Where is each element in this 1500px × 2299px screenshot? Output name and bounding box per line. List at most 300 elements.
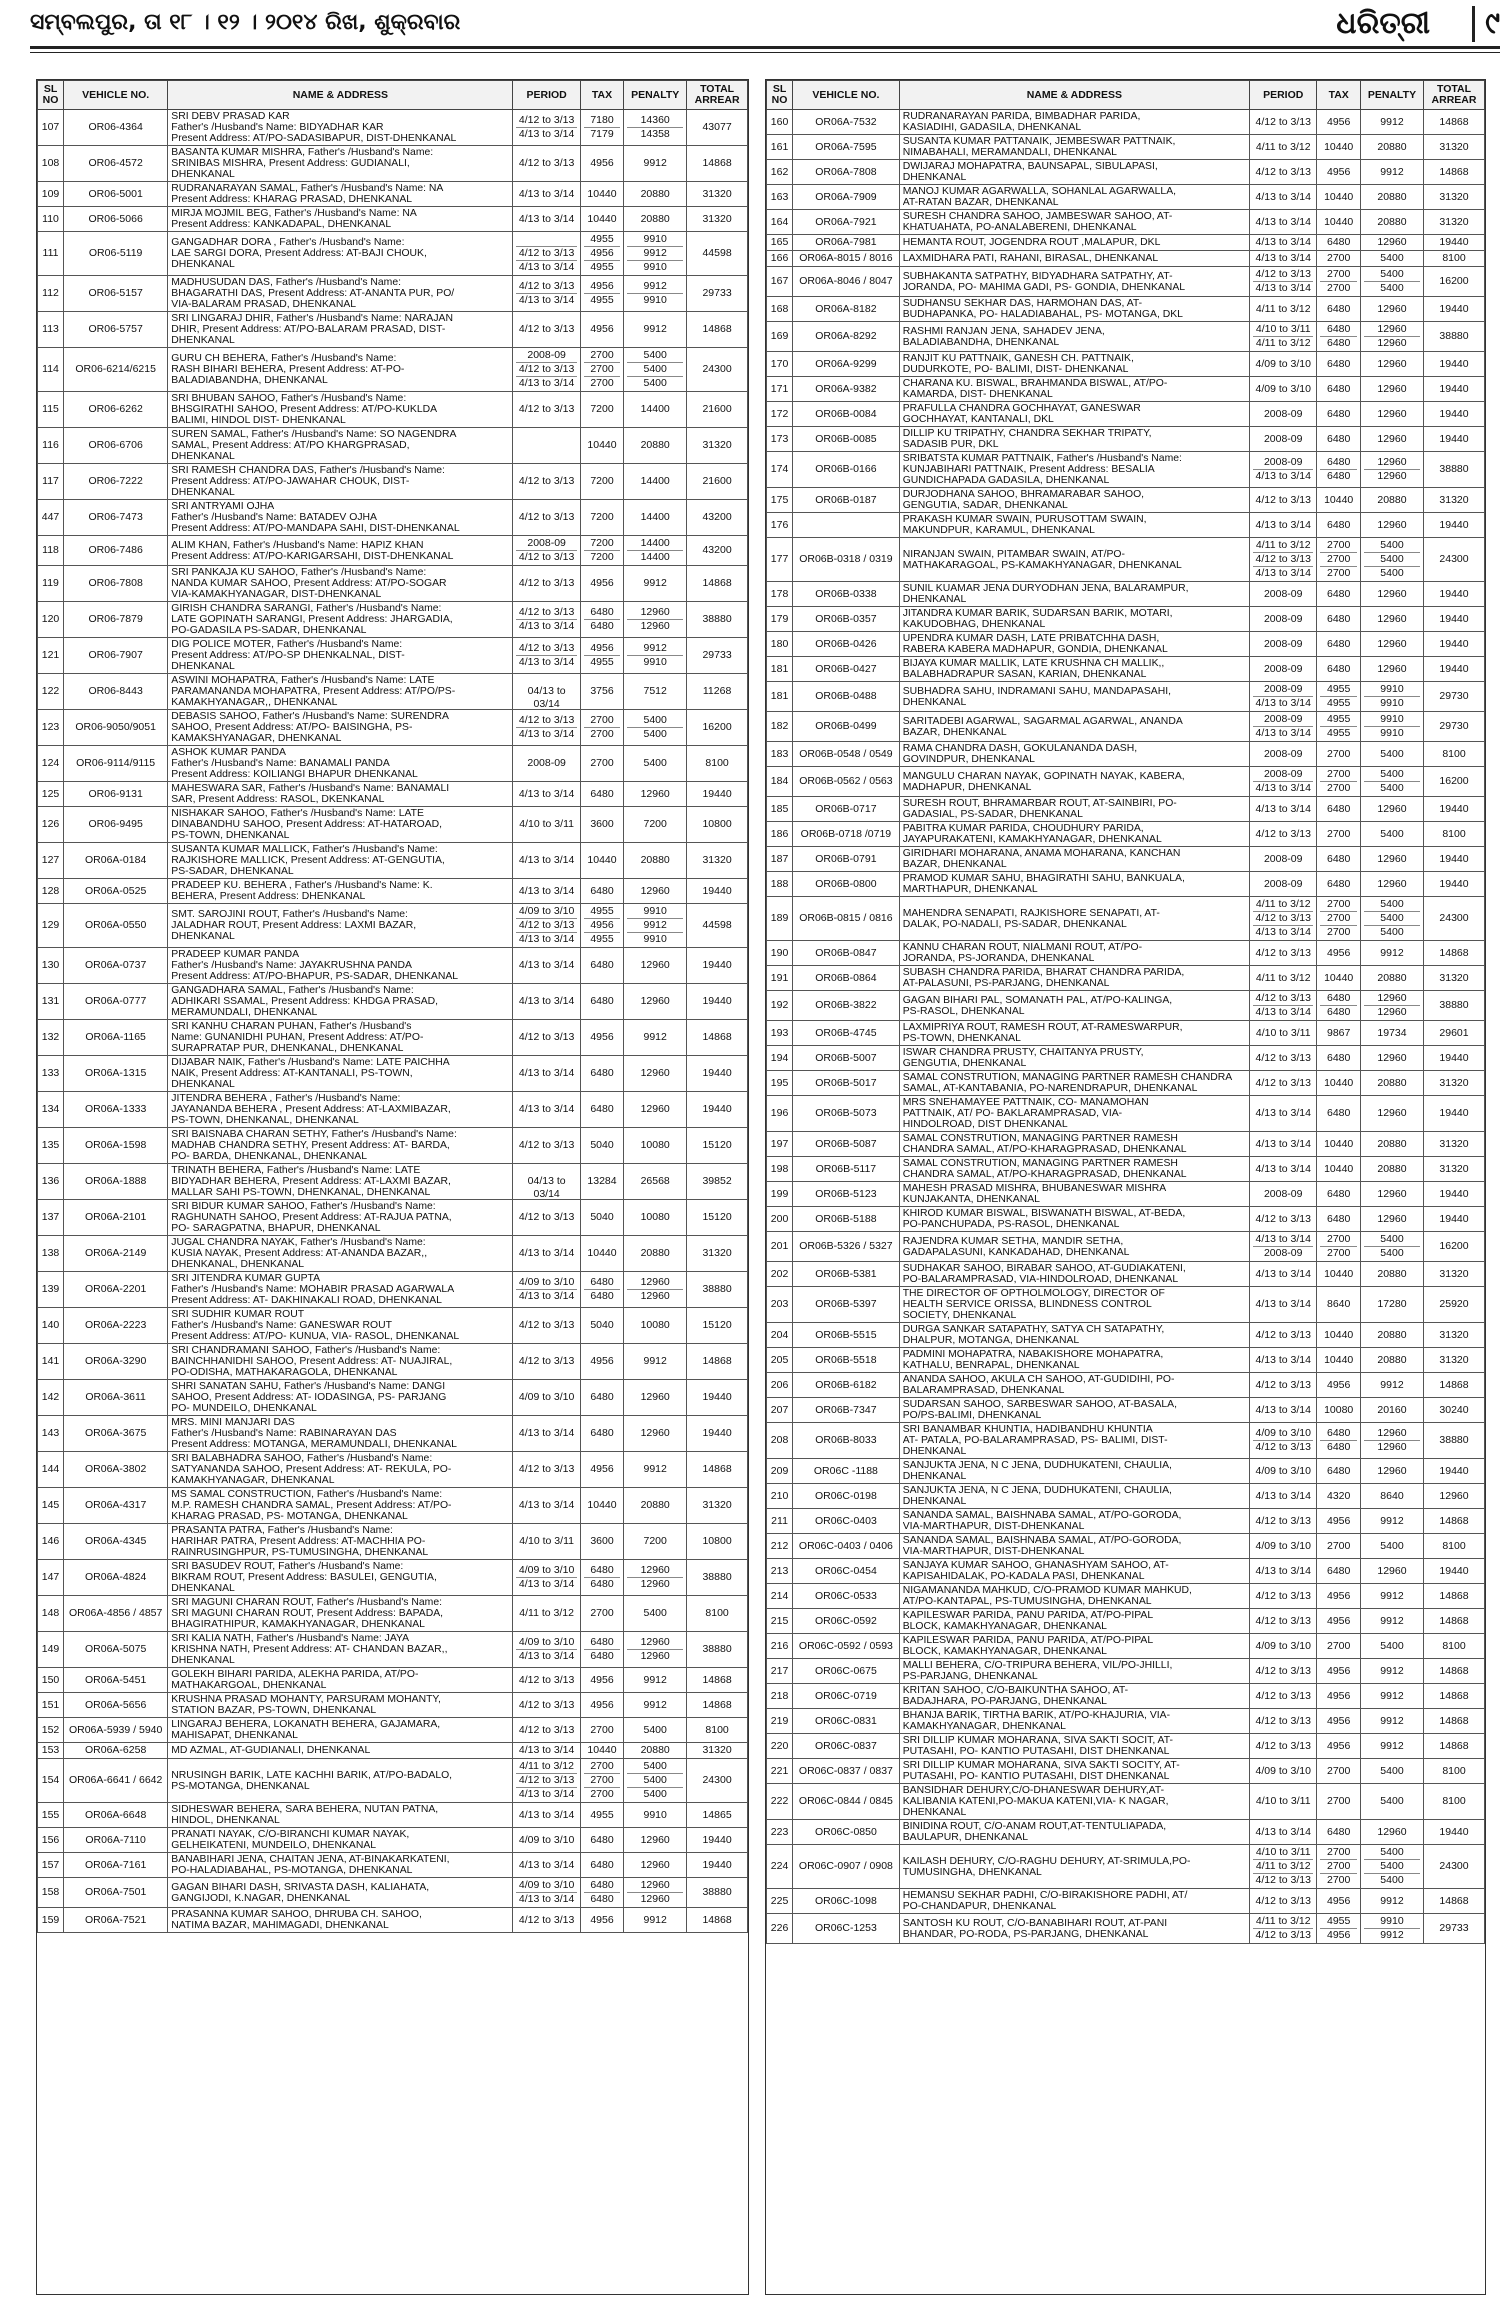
period-cell [513, 1524, 580, 1560]
address-line: GAGAN BIHARI DASH, SRIVASTA DASH, KALIAHATA, [171, 1881, 430, 1893]
penalty-cell-value: 12960 [1364, 323, 1420, 337]
penalty-cell-value: 9912 [643, 1913, 667, 1926]
tax-cell [1317, 1820, 1361, 1845]
penalty-cell [1360, 941, 1423, 966]
period-cell-stack [1253, 358, 1313, 371]
tax-cell-value: 10440 [1324, 215, 1354, 228]
penalty-cell-value: 5400 [627, 1774, 683, 1788]
address-line: RUDRANARAYAN SAMAL, Father's /Husband's Name: NA [171, 183, 444, 194]
period-cell-value: 2008-09 [1263, 1247, 1303, 1259]
period-cell-value: 4/12 to 3/13 [1255, 827, 1311, 840]
period-cell-value: 4/12 to 3/13 [518, 1355, 575, 1367]
tax-cell-value: 10440 [1324, 1076, 1354, 1089]
period-cell-value: 4/13 to 3/14 [1255, 926, 1311, 938]
tax-cell-value: 7200 [590, 551, 614, 563]
address-line: SOCIETY, DHENKANAL [902, 1310, 1017, 1321]
table-row [767, 1784, 1485, 1820]
period-cell [513, 566, 580, 602]
tax-cell-value: 2700 [1327, 1764, 1351, 1777]
address-line: BAULAPUR, DHENKANAL [902, 1832, 1029, 1843]
period-cell-stack [1253, 1540, 1313, 1553]
period-cell-value: 4/11 to 3/12 [1255, 971, 1311, 984]
period-cell [1250, 1157, 1317, 1182]
total-arrear-cell: 19440 [1424, 607, 1485, 632]
table-row [767, 847, 1485, 872]
vehicle-number-cell: OR06A-7161 [64, 1853, 168, 1878]
total-arrear-cell: 19440 [1424, 1459, 1485, 1484]
serial-number-cell: 169 [767, 322, 793, 352]
table-row [38, 843, 748, 879]
address-line: KAMARDA, DIST- DHENKANAL [902, 389, 1053, 400]
period-cell-stack [1253, 116, 1313, 129]
address-line: GAGAN BIHARI PAL, SOMANATH PAL, AT/PO-KALINGA, [902, 994, 1173, 1006]
address-line: MANGULU CHARAN NAYAK, GOPINATH NAYAK, KABERA, [902, 770, 1185, 782]
penalty-cell-value: 12960 [1377, 407, 1407, 420]
period-cell [1250, 1559, 1317, 1584]
address-line: LINGARAJ BEHERA, LOKANATH BEHERA, GAJAMARA, [171, 1719, 441, 1730]
serial-number-cell: 145 [38, 1488, 64, 1524]
penalty-cell-value: 20880 [640, 1499, 670, 1511]
address-line: SANJUKTA JENA, N C JENA, DUDHUKATENI, CHAULIA, [902, 1485, 1172, 1496]
period-cell-stack [1253, 768, 1313, 795]
penalty-cell-value: 9912 [643, 157, 667, 169]
address-line: KAPILESWAR PARIDA, PANU PARIDA, AT/PO-PIPAL [902, 1635, 1154, 1646]
total-arrear-cell: 24300 [1424, 1845, 1485, 1889]
table-row [767, 488, 1485, 513]
address-line: BHANJA BARIK, TIRTHA BARIK, AT/PO-KHAJURIA, VIA- [902, 1710, 1171, 1721]
tax-cell-value: 4956 [1327, 165, 1351, 178]
tax-cell [580, 428, 623, 464]
table-row [767, 872, 1485, 897]
address-line: RASHMI RANJAN JENA, SAHADEV JENA, [902, 325, 1105, 337]
tax-cell-value: 6480 [1327, 1051, 1351, 1064]
address-line: BALABHADRAPUR SASAN, KARIAN, DHENKANAL [902, 669, 1147, 680]
name-address-cell [168, 348, 513, 392]
table-row [767, 897, 1485, 941]
tax-cell-stack [1320, 1826, 1357, 1839]
name-address-cell [168, 566, 513, 602]
period-cell-stack [1253, 141, 1313, 154]
tax-cell-stack [1320, 992, 1357, 1019]
address-line: BASANTA KUMAR MISHRA, Father's /Husband's Name: [171, 147, 434, 158]
address-line: SRI ANTRYAMI OJHA [171, 501, 275, 512]
period-cell [513, 1693, 580, 1718]
period-cell-stack [516, 1276, 576, 1303]
period-cell [513, 392, 580, 428]
penalty-cell-stack [1364, 803, 1420, 816]
period-cell-value: 4/10 to 3/11 [519, 818, 574, 830]
vehicle-number-cell: OR06-5001 [64, 182, 168, 207]
vehicle-number-cell: OR06B-0800 [793, 872, 900, 897]
name-address-cell [899, 427, 1249, 452]
period-cell-stack [1253, 1213, 1313, 1226]
tax-cell-value: 6480 [1327, 357, 1351, 370]
name-address-cell [168, 1236, 513, 1272]
penalty-cell [624, 1759, 687, 1803]
address-line: MATHAKARAGOAL, PS-KAMAKHYANAGAR, DHENKANAL [902, 559, 1182, 571]
table-row [38, 1853, 748, 1878]
tax-cell-stack [584, 1607, 620, 1620]
total-arrear-cell: 16200 [1424, 267, 1485, 297]
address-line: KAMAKSHYANAGAR, DHENKANAL [171, 733, 342, 744]
tax-cell-stack [1320, 613, 1357, 626]
name-address-cell [899, 1889, 1249, 1914]
penalty-cell-stack [627, 1859, 683, 1872]
penalty-cell-stack [627, 757, 683, 770]
penalty-cell [1360, 135, 1423, 160]
penalty-cell-stack [1364, 323, 1420, 350]
address-line: SRI BAISNABA CHARAN SETHY, Father's /Husband's Name: [171, 1129, 457, 1140]
tax-cell-value: 10440 [587, 187, 617, 200]
tax-cell-value: 4320 [1327, 1489, 1351, 1502]
vehicle-number-cell: OR06B-0499 [793, 712, 900, 742]
penalty-cell-value: 19734 [1377, 1026, 1407, 1039]
total-arrear-cell: 19440 [1424, 632, 1485, 657]
penalty-cell [1360, 1071, 1423, 1096]
tax-cell-value: 6480 [1327, 587, 1351, 600]
serial-number-cell: 138 [38, 1236, 64, 1272]
address-line: JORANDA, PS-JORANDA, DHENKANAL [902, 953, 1095, 964]
period-cell-stack [516, 1607, 576, 1620]
tax-cell-value: 6480 [1320, 323, 1357, 337]
serial-number-cell: 125 [38, 782, 64, 807]
name-address-cell [168, 110, 513, 146]
period-cell [1250, 377, 1317, 402]
penalty-cell-stack [1364, 519, 1420, 532]
table-row [767, 1398, 1485, 1423]
penalty-cell-value: 12960 [640, 1103, 670, 1115]
name-address-cell [899, 1684, 1249, 1709]
penalty-cell-stack [627, 511, 683, 524]
period-cell-value: 4/11 to 3/12 [1255, 140, 1311, 153]
tax-cell-value: 2700 [590, 757, 614, 769]
total-arrear-cell: 29733 [687, 638, 748, 674]
vehicle-number-cell: OR06B-0318 / 0319 [793, 538, 900, 582]
tax-cell-stack [584, 714, 620, 741]
table-row [767, 1820, 1485, 1845]
vehicle-number-cell: OR06B-7347 [793, 1398, 900, 1423]
tax-cell-value: 10440 [587, 1247, 617, 1259]
name-address-cell [899, 1423, 1249, 1459]
penalty-cell-stack [1364, 1268, 1420, 1281]
penalty-cell-value: 9910 [1364, 713, 1420, 727]
penalty-cell-stack [1364, 1540, 1420, 1553]
tax-cell [580, 1092, 623, 1128]
penalty-cell-stack [1364, 166, 1420, 179]
table-row [38, 1718, 748, 1743]
period-cell [513, 232, 580, 276]
vehicle-number-cell: OR06C-0403 / 0406 [793, 1534, 900, 1559]
tax-cell-stack [584, 1276, 620, 1303]
period-cell-value: 4/12 to 3/13 [1255, 1929, 1311, 1941]
vehicle-number-cell: OR06B-5017 [793, 1071, 900, 1096]
period-cell-value: 4/11 to 3/12 [516, 1760, 576, 1774]
serial-number-cell: 168 [767, 297, 793, 322]
period-cell [1250, 897, 1317, 941]
address-line: SANANDA SAMAL, BAISHNABA SAMAL, AT/PO-GORODA, [902, 1510, 1182, 1521]
total-arrear-cell: 16200 [687, 710, 748, 746]
address-line: DURGA SANKAR SATAPATHY, SATYA CH SATAPATHY, [902, 1324, 1165, 1335]
serial-number-cell: 195 [767, 1071, 793, 1096]
penalty-cell-value: 5400 [1364, 1233, 1420, 1247]
tax-cell [580, 464, 623, 500]
name-address-cell [899, 1914, 1249, 1944]
penalty-cell-value: 12960 [1377, 1107, 1407, 1119]
name-address-cell [168, 807, 513, 843]
period-cell-stack [1253, 191, 1313, 204]
serial-number-cell: 127 [38, 843, 64, 879]
tax-cell-value: 2700 [1327, 926, 1351, 938]
serial-number-cell: 117 [38, 464, 64, 500]
address-line: HINDOLROAD, DIST DHENKANAL [902, 1119, 1068, 1130]
tax-cell [1317, 897, 1361, 941]
serial-number-cell: 214 [767, 1584, 793, 1609]
period-cell [1250, 607, 1317, 632]
total-arrear-cell: 31320 [687, 428, 748, 464]
total-arrear-cell: 19440 [687, 1092, 748, 1128]
address-line: SARITADEBI AGARWAL, SAGARMAL AGARWAL, ANANDA [902, 715, 1183, 727]
period-cell [513, 1416, 580, 1452]
name-address-cell [899, 352, 1249, 377]
penalty-cell-value: 26568 [640, 1175, 670, 1187]
penalty-cell-value: 5400 [1364, 268, 1420, 282]
name-address-cell [168, 984, 513, 1020]
table-row [38, 782, 748, 807]
serial-number-cell: 191 [767, 966, 793, 991]
serial-number-cell: 113 [38, 312, 64, 348]
table-row [38, 710, 748, 746]
penalty-cell [1360, 1323, 1423, 1348]
total-arrear-cell: 24300 [687, 348, 748, 392]
vehicle-number-cell: OR06C-0907 / 0908 [793, 1845, 900, 1889]
total-arrear-cell: 44598 [687, 904, 748, 948]
address-line: THE DIRECTOR OF OPTHOLMOLOGY, DIRECTOR OF [902, 1288, 1165, 1299]
period-cell [1250, 632, 1317, 657]
tax-cell [580, 1693, 623, 1718]
penalty-cell-value: 12960 [1377, 1564, 1407, 1577]
period-cell-value: 4/09 to 3/10 [518, 1391, 575, 1403]
serial-number-cell: 156 [38, 1828, 64, 1853]
serial-number-cell: 164 [767, 210, 793, 235]
period-cell-stack [516, 157, 576, 170]
tax-cell-value: 2700 [1320, 1233, 1357, 1247]
tax-cell-value: 10080 [1324, 1403, 1354, 1416]
period-cell-value: 4/13 to 3/14 [518, 261, 575, 273]
period-cell-stack [516, 714, 576, 741]
penalty-cell [1360, 872, 1423, 897]
penalty-cell-stack [627, 1139, 683, 1152]
vehicle-number-cell: OR06B-0084 [793, 402, 900, 427]
name-address-cell [168, 312, 513, 348]
tax-cell [580, 782, 623, 807]
name-address-cell [168, 638, 513, 674]
period-cell-value: 4/12 to 3/13 [518, 475, 575, 487]
penalty-cell-stack [627, 854, 683, 867]
tax-cell-value: 7179 [590, 128, 614, 140]
tax-cell-stack [584, 854, 620, 867]
tax-cell-stack [1320, 456, 1357, 483]
address-line: ISWAR CHANDRA PRUSTY, CHAITANYA PRUSTY, [902, 1047, 1144, 1058]
tax-cell-value: 2700 [1320, 268, 1357, 282]
address-line: DHENKANAL [171, 1655, 235, 1666]
address-line: SRI CHANDRAMANI SAHOO, Father's /Husband's Name: [171, 1345, 441, 1356]
address-line: RAINRUSINGHPUR, PS-TUMUSINGHA, DHENKANAL [171, 1547, 429, 1558]
header-period: PERIOD [1250, 81, 1317, 110]
period-cell-value: 4/12 to 3/13 [518, 1211, 575, 1223]
penalty-cell-stack [1364, 494, 1420, 507]
period-cell-stack [516, 1724, 576, 1737]
table-row [767, 1559, 1485, 1584]
serial-number-cell: 144 [38, 1452, 64, 1488]
serial-number-cell: 209 [767, 1459, 793, 1484]
address-line: DHENKANAL [902, 1807, 967, 1818]
period-cell-value: 4/12 to 3/13 [518, 403, 575, 415]
penalty-cell [1360, 352, 1423, 377]
address-line: KRUSHNA PRASAD MOHANTY, PARSURAM MOHANTY, [171, 1694, 441, 1705]
address-line: BHAGIRATHIPUR, KAMAKHYANAGAR, DHENKANAL [171, 1619, 425, 1630]
penalty-cell-value: 9912 [1380, 1894, 1404, 1907]
tax-cell-value: 6480 [1327, 1187, 1351, 1200]
name-address-cell [168, 1164, 513, 1200]
serial-number-cell: 159 [38, 1908, 64, 1933]
vehicle-number-cell: OR06A-4317 [64, 1488, 168, 1524]
penalty-cell [1360, 797, 1423, 822]
period-cell-stack [516, 537, 576, 564]
address-line: Present Address: AT- DAKHINAKALI ROAD, DHENKANAL [171, 1295, 442, 1306]
tax-cell [1317, 1845, 1361, 1889]
address-line: PO- BARDA, DHENKANAL, DHENKANAL [171, 1151, 368, 1162]
address-line: NISHAKAR SAHOO, Father's /Husband's Name: LATE [171, 808, 424, 819]
total-arrear-cell: 19440 [687, 782, 748, 807]
address-line: DHENKANAL [171, 1583, 235, 1594]
period-cell-stack [1253, 1163, 1313, 1176]
vehicle-number-cell: OR06B-5117 [793, 1157, 900, 1182]
address-line: TUMUSINGHA, DHENKANAL [902, 1866, 1042, 1878]
tax-cell-value: 2700 [1327, 1247, 1351, 1259]
tax-cell-stack [1320, 1565, 1357, 1578]
total-arrear-cell: 19440 [687, 1416, 748, 1452]
penalty-cell-stack [627, 818, 683, 831]
table-row [38, 1524, 748, 1560]
tax-cell-stack [1320, 358, 1357, 371]
tax-cell-value: 6480 [1327, 1564, 1351, 1577]
vehicle-number-cell: OR06A-7501 [64, 1878, 168, 1908]
penalty-cell-value: 12960 [1377, 382, 1407, 395]
right-table-column [765, 79, 1486, 2295]
penalty-cell-stack [627, 1674, 683, 1687]
tax-cell [580, 110, 623, 146]
penalty-cell [1360, 1845, 1423, 1889]
period-cell-stack [516, 475, 576, 488]
period-cell-value: 4/13 to 3/14 [1255, 1403, 1311, 1416]
address-line: JAYANANDA BEHERA , Present Address: AT-LAXMIBAZAR, [171, 1104, 451, 1115]
period-cell-value: 4/12 to 3/13 [518, 1139, 575, 1151]
tax-cell-value: 6480 [1320, 992, 1357, 1006]
period-cell-stack [1253, 1895, 1313, 1908]
penalty-cell-stack [627, 1355, 683, 1368]
penalty-cell-stack [1364, 1077, 1420, 1090]
penalty-cell-stack [1364, 638, 1420, 651]
penalty-cell [1360, 1182, 1423, 1207]
tax-cell-value: 2700 [1320, 553, 1357, 567]
tax-cell-value: 6480 [1327, 1006, 1351, 1018]
address-line: SUSANTA KUMAR MALLICK, Father's /Husband's Name: [171, 844, 438, 855]
total-arrear-cell: 8100 [687, 1718, 748, 1743]
penalty-cell-stack [1364, 456, 1420, 483]
tax-cell-value: 4955 [1320, 1915, 1357, 1929]
total-arrear-cell: 14868 [687, 312, 748, 348]
address-line: Present Address: KOILIANGI BHAPUR DHENKANAL [171, 769, 418, 780]
name-address-cell [168, 464, 513, 500]
period-cell-value: 4/13 to 3/14 [518, 1788, 575, 1800]
period-cell [513, 1718, 580, 1743]
vehicle-number-cell: OR06A-3802 [64, 1452, 168, 1488]
vehicle-number-cell: OR06B-0815 / 0816 [793, 897, 900, 941]
penalty-cell [624, 1452, 687, 1488]
period-cell-stack [1253, 1715, 1313, 1728]
penalty-cell [624, 1828, 687, 1853]
penalty-cell [1360, 1423, 1423, 1459]
address-line: GIRISH CHANDRA SARANGI, Father's /Husband's Name: [171, 603, 442, 614]
period-cell-value: 4/13 to 3/14 [518, 1499, 575, 1511]
period-cell [1250, 210, 1317, 235]
tax-cell-value: 4956 [590, 1031, 614, 1043]
penalty-cell-value: 9912 [1380, 1714, 1404, 1727]
period-cell [1250, 847, 1317, 872]
period-cell-value: 4/13 to 3/14 [1255, 1267, 1311, 1280]
penalty-cell-value: 12960 [640, 1290, 670, 1302]
address-line: LAE SARGI DORA, Present Address: AT-BAJI CHOUK, [171, 248, 427, 259]
tax-cell-value: 2700 [1327, 747, 1351, 760]
serial-number-cell: 216 [767, 1634, 793, 1659]
total-arrear-cell: 14868 [687, 1452, 748, 1488]
penalty-cell-stack [1364, 1027, 1420, 1040]
period-cell [1250, 427, 1317, 452]
period-cell [513, 146, 580, 182]
address-line: SRINIBAS MISHRA, Present Address: GUDIANALI, [171, 158, 410, 169]
period-cell [513, 1020, 580, 1056]
serial-number-cell: 160 [767, 110, 793, 135]
address-line: DHENKANAL [902, 1471, 967, 1482]
period-cell-stack [1253, 1915, 1313, 1942]
address-line: GELHEIKATENI, MUNDEILO, DHENKANAL [171, 1840, 377, 1851]
table-row [38, 1803, 748, 1828]
tax-cell [1317, 1232, 1361, 1262]
tax-cell [580, 1056, 623, 1092]
address-line: SUBASH CHANDRA PARIDA, BHARAT CHANDRA PARIDA, [902, 967, 1185, 978]
table-row [38, 1908, 748, 1933]
period-cell [1250, 991, 1317, 1021]
table-row [767, 941, 1485, 966]
address-line: SRI BANAMBAR KHUNTIA, HADIBANDHU KHUNTIA [902, 1424, 1153, 1435]
tax-cell [1317, 941, 1361, 966]
tax-cell-value: 6480 [1327, 852, 1351, 865]
address-line: GANGIJODI, K.NAGAR, DHENKANAL [171, 1892, 351, 1904]
name-address-cell [168, 602, 513, 638]
penalty-cell [624, 1020, 687, 1056]
vehicle-number-cell: OR06A-8292 [793, 322, 900, 352]
name-address-cell [899, 1373, 1249, 1398]
period-cell-value: 4/12 to 3/13 [516, 642, 576, 656]
period-cell-stack [1253, 1404, 1313, 1417]
name-address-cell [899, 160, 1249, 185]
period-cell-stack [516, 1834, 576, 1847]
name-address-cell [168, 1853, 513, 1878]
period-cell-stack [1253, 216, 1313, 229]
penalty-cell [624, 312, 687, 348]
name-address-cell [168, 904, 513, 948]
penalty-cell-stack [627, 233, 683, 274]
